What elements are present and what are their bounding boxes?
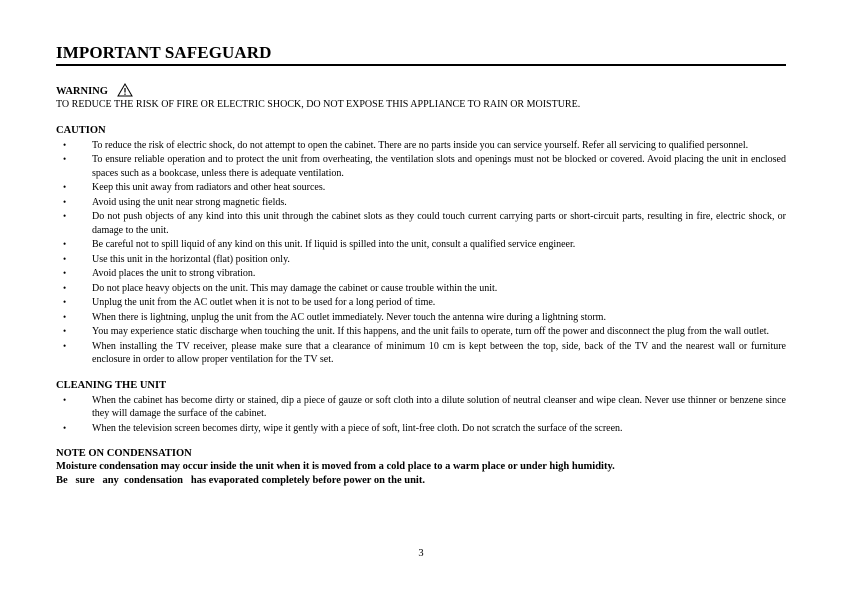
caution-heading: CAUTION — [56, 124, 106, 136]
bullet-icon: • — [63, 253, 67, 264]
bullet-icon: • — [63, 182, 67, 192]
list-item — [56, 394, 786, 421]
warning-text: TO REDUCE THE RISK OF FIRE OR ELECTRIC SHOCK, DO NOT EXPOSE THIS APPLIANCE TO RAIN OR MOISTURE. — [56, 99, 581, 110]
condensation-line-2: Be sure any condensation has evaporated completely before power on the unit. — [56, 475, 425, 486]
list-item-text: Unplug the unit from the AC outlet when it is not to be used for a long period of time. — [92, 297, 436, 308]
list-item-text: Use this unit in the horizontal (flat) position only. — [92, 253, 290, 265]
list-item-text: When installing the TV receiver, please make sure that a clearance of minimum 10 cm is kept between the top, side, back of the TV and the nearest wall or furniture enclosure in order to allow proper ventilation for the TV set. — [92, 340, 786, 365]
bullet-icon: • — [63, 282, 67, 293]
list-item-text: Do not place heavy objects on the unit. This may damage the cabinet or cause trouble within the unit. — [92, 282, 498, 294]
bullet-icon: • — [63, 268, 67, 278]
page-number: 3 — [418, 548, 424, 559]
list-item-text: When the television screen becomes dirty, wipe it gently with a piece of soft, lint-free cloth. Do not scratch the surface of the screen. — [92, 422, 623, 434]
bullet-icon: • — [63, 239, 67, 249]
list-item-text: Avoid using the unit near strong magnetic fields. — [92, 196, 287, 208]
list-item-text: Be careful not to spill liquid of any kind on this unit. If liquid is spilled into the unit, consult a qualified service engineer. — [92, 239, 576, 250]
list-item — [56, 311, 786, 325]
list-item-text: Do not push objects of any kind into this unit through the cabinet slots as they could touch current carrying parts or short-circuit parts, resulting in fire, electric shock, or damage to the unit. — [92, 211, 786, 236]
bullet-icon: • — [63, 139, 67, 150]
page-title: IMPORTANT SAFEGUARD — [56, 43, 272, 62]
list-item — [56, 238, 786, 252]
condensation-section — [56, 447, 786, 488]
list-item — [56, 210, 786, 237]
list-item-text: To reduce the risk of electric shock, do not attempt to open the cabinet. There are no parts inside you can service yourself. Refer all servicing to qualified personnel. — [92, 139, 749, 151]
list-item — [56, 139, 786, 153]
document-body — [56, 84, 786, 488]
list-item — [56, 181, 786, 195]
bullet-icon: • — [63, 311, 67, 322]
list-item — [56, 282, 786, 296]
bullet-icon: • — [63, 394, 67, 405]
list-item — [56, 325, 786, 339]
warning-heading-row — [56, 84, 786, 98]
list-item — [56, 196, 786, 210]
list-item-text: Avoid places the unit to strong vibration. — [92, 268, 256, 279]
list-item — [56, 253, 786, 267]
caution-list — [56, 139, 786, 367]
bullet-icon: • — [63, 154, 67, 164]
bullet-icon: • — [63, 340, 67, 351]
list-item — [56, 153, 786, 180]
list-item-text: Keep this unit away from radiators and other heat sources. — [92, 182, 326, 193]
bullet-icon: • — [63, 297, 67, 307]
cleaning-section — [56, 379, 786, 436]
list-item — [56, 296, 786, 310]
bullet-icon: • — [63, 422, 67, 433]
list-item-text: You may experience static discharge when touching the unit. If this happens, and the unit fails to operate, turn off the power and disconnect the plug from the wall outlet. — [92, 326, 770, 337]
caution-section — [56, 124, 786, 367]
list-item — [56, 267, 786, 281]
warning-heading: WARNING — [56, 86, 108, 97]
list-item — [56, 422, 786, 436]
condensation-line-1: Moisture condensation may occur inside the unit when it is moved from a cold place to a warm place or under high humidity. — [56, 461, 615, 472]
warning-triangle-icon — [117, 83, 133, 97]
cleaning-heading: CLEANING THE UNIT — [56, 379, 167, 391]
condensation-heading: NOTE ON CONDENSATION — [56, 448, 192, 459]
list-item-text: To ensure reliable operation and to protect the unit from overheating, the ventilation slots and openings must not be blocked or covered. Avoid placing the unit in enclosed spaces such as a bookcase, unless there is adequate ventilation. — [92, 154, 786, 179]
list-item-text: When the cabinet has become dirty or stained, dip a piece of gauze or soft cloth into a dilute solution of neutral cleanser and wipe clean. Never use thinner or benzene since they will damage the surface of the cabinet. — [92, 394, 786, 419]
cleaning-list — [56, 394, 786, 436]
list-item — [56, 340, 786, 367]
bullet-icon: • — [63, 196, 67, 207]
list-item-text: When there is lightning, unplug the unit from the AC outlet immediately. Never touch the antenna wire during a lightning storm. — [92, 311, 606, 323]
bullet-icon: • — [63, 326, 67, 336]
title-rule — [56, 64, 786, 66]
bullet-icon: • — [63, 211, 67, 221]
warning-section — [56, 84, 786, 112]
